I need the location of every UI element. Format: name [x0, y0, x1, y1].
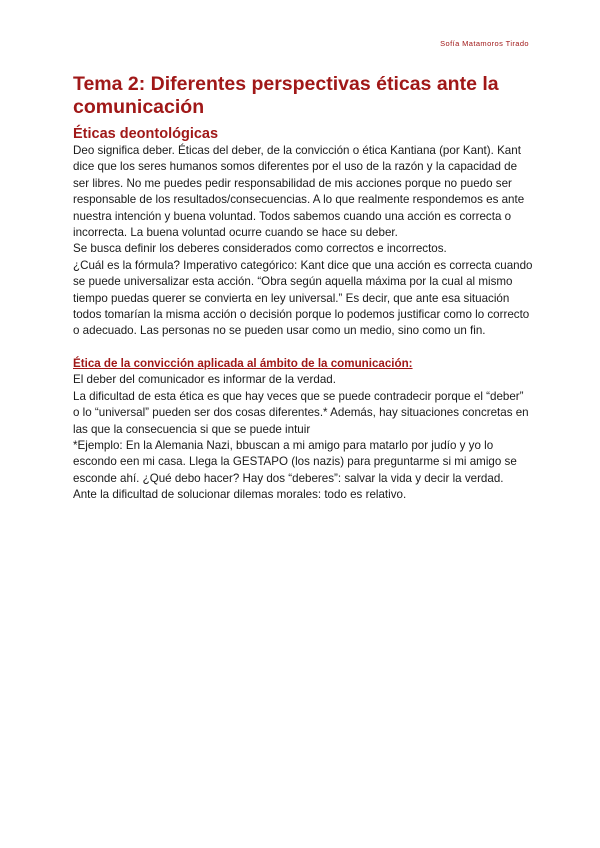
paragraph: Ante la dificultad de solucionar dilemas morales: todo es relativo. [73, 488, 407, 502]
document-title [73, 73, 533, 119]
paragraph: *Ejemplo: En la Alemania Nazi, bbuscan a mi amigo para matarlo por judío y yo lo escondo een mi casa. Llega la GESTAPO (los nazis) para preguntarme si mi amigo se esconde ahí. ¿Qué debo hacer? Hay dos “deberes”: salvar la vida y decir la verdad. [73, 438, 517, 485]
paragraph: El deber del comunicador es informar de la verdad. [73, 373, 336, 387]
paragraph: Se busca definir los deberes considerados como correctos e incorrectos. [73, 242, 447, 256]
paragraph: ¿Cuál es la fórmula? Imperativo categórico: Kant dice que una acción es correcta cuando se puede universalizar esta acción. “Obra según aquella máxima por la cual al mismo tiempo puedas querer se convierta en ley universal.” Es decir, que ante esa situación todos tomarían la misma acción o decisión porque lo podemos justificar como lo correcto o adecuado. Las personas no se pueden usar como un medio, sino como un fin. [73, 258, 533, 338]
document-title-line-2: comunicación [73, 96, 205, 118]
header-author-name: Sofía Matamoros Tirado [440, 39, 529, 48]
document-title-line-1: Tema 2: Diferentes perspectivas éticas ante la [73, 73, 499, 95]
paragraph: Deo significa deber. Éticas del deber, de la convicción o ética Kantiana (por Kant). Kant dice que los seres humanos somos diferentes por el uso de la razón y la capacidad de ser libres. No me puedes pedir responsabilidad de mis acciones porque no puedo ser responsable de los resultados/consecuencias. A lo que realmente respondemos es ante nuestra intención y buena voluntad. Todos sabemos cuando una acción es correcta o incorrecta. La buena voluntad ocurre cuando se hace su deber. [73, 144, 525, 240]
section-heading-eticas-deontologicas: Éticas deontológicas [73, 126, 219, 142]
section-heading-etica-conviccion: Ética de la convicción aplicada al ámbito de la comunicación: [73, 356, 413, 370]
paragraph: La dificultad de esta ética es que hay veces que se puede contradecir porque el “deber” o lo “universal” pueden ser dos cosas diferentes.* Además, hay situaciones concretas en las que la consecuencia si que se puede intuir [73, 389, 529, 436]
document-content [73, 73, 533, 504]
